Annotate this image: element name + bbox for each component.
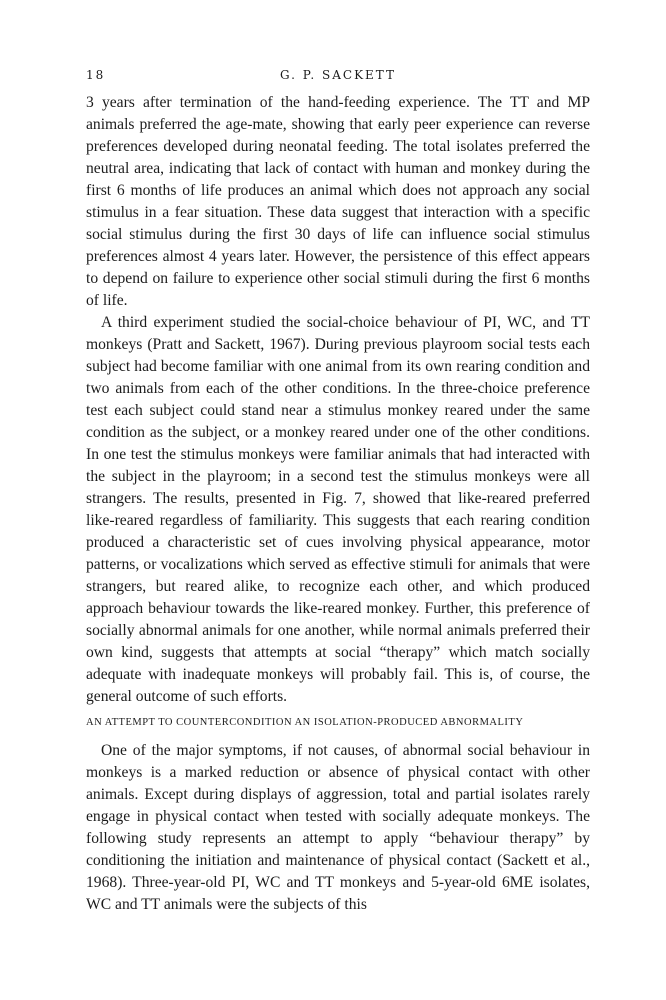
- paragraph: A third experiment studied the social-choice behaviour of PI, WC, and TT monkeys (Pratt and Sackett, 1967). During previous playroom social tests each subject had become familiar with one animal from its own rearing condition and two animals from each of the other conditions. In the three-choice preference test each subject could stand near a stimulus monkey reared under the same condition as the subject, or a monkey reared under one of the other conditions. In one test the stimulus monkeys were familiar animals that had interacted with the subject in the playroom; in a second test the stimulus monkeys were all strangers. The results, presented in Fig. 7, showed that like-reared preferred like-reared regardless of familiarity. This suggests that each rearing condition produced a characteristic set of cues involving physical appearance, motor patterns, or vocalizations which served as effective stimuli for animals that were strangers, but reared alike, to recognize each other, and which produced approach behaviour towards the like-reared monkey. Further, this preference of socially abnormal animals for one another, while normal animals preferred their own kind, suggests that attempts at social “therapy” which match socially adequate with inadequate monkeys will probably fail. This is, of course, the general outcome of such efforts.: [86, 314, 590, 705]
- body-text-top: [86, 92, 590, 708]
- running-head: G. P. SACKETT: [279, 68, 397, 82]
- body-text-section: [86, 740, 590, 916]
- paragraph: One of the major symptoms, if not causes, of abnormal social behaviour in monkeys is a marked reduction or absence of physical contact with other animals. Except during displays of aggression, total and partial isolates rarely engage in physical contact when tested with socially adequate monkeys. The following study represents an attempt to apply “behaviour therapy” by conditioning the initiation and maintenance of physical contact (Sackett et al., 1968). Three-year-old PI, WC and TT monkeys and 5-year-old 6ME isolates, WC and TT animals were the subjects of this: [86, 742, 590, 913]
- paragraph: 3 years after termination of the hand-feeding experience. The TT and MP animals preferred the age-mate, showing that early peer experience can reverse preferences developed during neonatal feeding. The total isolates preferred the neutral area, indicating that lack of contact with human and monkey during the first 6 months of life produces an animal which does not approach any social stimulus in a fear situation. These data suggest that interaction with a specific social stimulus during the first 30 days of life can influence social stimulus preferences almost 4 years later. However, the persistence of this effect appears to depend on failure to experience other social stimuli during the first 6 months of life.: [86, 94, 590, 309]
- section-heading: AN ATTEMPT TO COUNTERCONDITION AN ISOLATION-PRODUCED ABNORMALITY: [86, 717, 524, 728]
- page-number: 18: [86, 68, 106, 82]
- page-header: [86, 68, 590, 88]
